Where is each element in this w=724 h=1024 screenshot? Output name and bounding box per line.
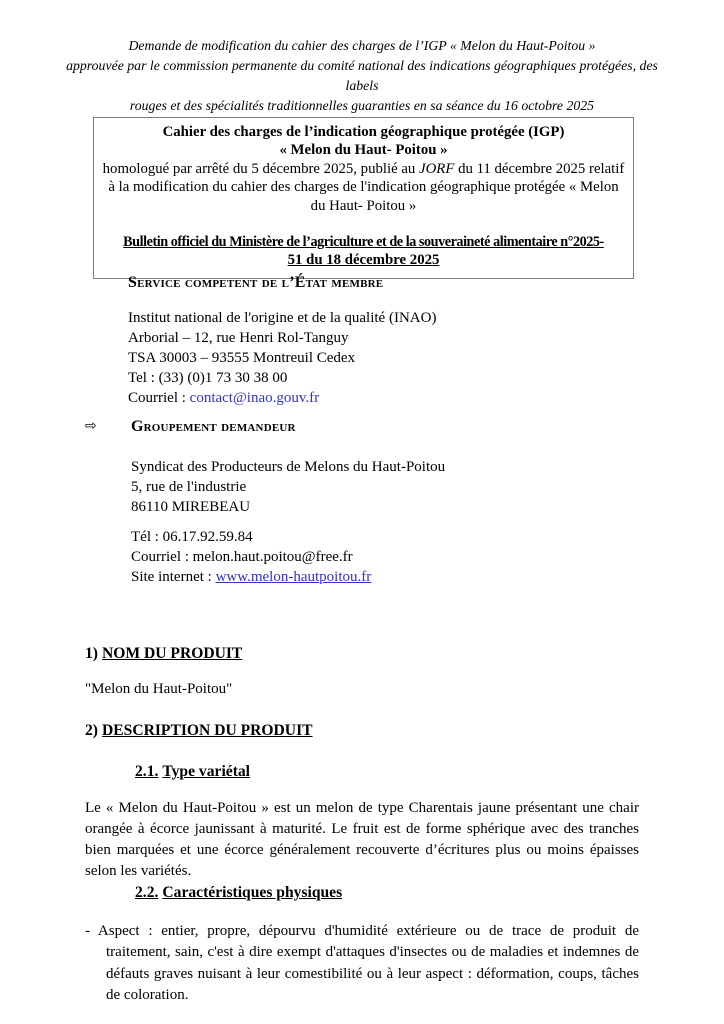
section-2-number: 2): [85, 722, 98, 739]
box-title-line-1: Cahier des charges de l’indication géographique protégée (IGP): [162, 124, 565, 140]
jorf-reference: JORF: [419, 160, 455, 177]
title-box: [93, 117, 634, 279]
service-phone-line: Tel : (33) (0)1 73 30 38 00: [128, 370, 288, 386]
section-1-title: NOM DU PRODUIT: [102, 645, 243, 662]
groupement-address-line: 86110 MIREBEAU: [131, 499, 251, 515]
section-2-heading: [85, 722, 313, 740]
product-name-text: "Melon du Haut-Poitou": [85, 681, 233, 697]
groupement-phone-line: Tél : 06.17.92.59.84: [131, 529, 253, 545]
service-address-line: TSA 30003 – 93555 Montreuil Cedex: [128, 350, 356, 366]
service-address-block: [128, 308, 436, 408]
bulletin-reference: [100, 233, 627, 270]
service-competent-heading: Service competent de l’État membre: [128, 274, 384, 291]
groupement-address-line: 5, rue de l'industrie: [131, 479, 247, 495]
service-address-line: Arborial – 12, rue Henri Rol-Tanguy: [128, 330, 349, 346]
approval-header-line-1: Demande de modification du cahier des charges de l’IGP « Melon du Haut-Poitou »: [128, 38, 596, 53]
section-2-2-title: Caractéristiques physiques: [162, 884, 343, 901]
homologation-text-pre: homologué par arrêté du 5 décembre 2025, publié au: [102, 160, 420, 177]
website-label: Site internet :: [131, 569, 216, 585]
service-email-label: Courriel :: [128, 390, 190, 406]
inao-email-link[interactable]: contact@inao.gouv.fr: [189, 390, 320, 406]
approval-header-line-2: approuvée par le commission permanente du comité national des indications géographiques protégées, des labels: [66, 58, 658, 93]
bulletin-line-2: 51 du 18 décembre 2025: [287, 252, 440, 269]
homologation-text: [100, 160, 627, 215]
groupement-address-line: Syndicat des Producteurs de Melons du Haut-Poitou: [131, 459, 446, 475]
melon-website-link[interactable]: www.melon-hautpoitou.fr: [215, 569, 372, 585]
approval-header-line-3: rouges et des spécialités traditionnelles guaranties en sa séance du 16 octobre 2025: [129, 98, 595, 113]
groupement-address-block: [131, 457, 445, 517]
service-email-line: [128, 388, 436, 408]
type-varietal-paragraph: Le « Melon du Haut-Poitou » est un melon de type Charentais jaune présentant une chair orangée à écorce jaunissant à maturité. Le fruit est de forme sphérique avec des tranches bien marquées et une écorce généralement recouverte d’écritures plus ou moins épaisses selon les variétés.: [85, 800, 639, 879]
section-2-2-heading: [135, 884, 342, 902]
service-address-line: Institut national de l'origine et de la qualité (INAO): [128, 310, 437, 326]
groupement-demandeur-heading: Groupement demandeur: [131, 418, 296, 435]
approval-header: [58, 36, 666, 116]
groupement-email-line: Courriel : melon.haut.poitou@free.fr: [131, 549, 353, 565]
groupement-contact-block: [131, 527, 371, 587]
arrow-right-icon: ⇨: [85, 418, 97, 434]
section-2-1-title: Type variétal: [162, 763, 251, 780]
section-2-2-number: 2.2.: [135, 884, 159, 901]
section-2-title: DESCRIPTION DU PRODUIT: [102, 722, 313, 739]
section-2-1-heading: [135, 763, 250, 781]
section-2-1-number: 2.1.: [135, 763, 159, 780]
homologation-text-post: du 11 décembre 2025 relatif à la modification du cahier des charges de l'indication géographique protégée « Melon du Haut- Poitou »: [108, 160, 625, 214]
box-title-line-2: « Melon du Haut- Poitou »: [279, 142, 448, 159]
section-1-number: 1): [85, 645, 98, 662]
section-1-heading: [85, 645, 242, 663]
aspect-list-item: - Aspect : entier, propre, dépourvu d'humidité extérieure ou de trace de produit de traitement, sain, c'est à dire exempt d'attaques d'insectes ou de maladies et indemnes de défauts graves nuisant à leur comestibilité ou à leur aspect : déformation, coups, tâches de coloration.: [85, 923, 639, 1003]
box-title: [100, 123, 627, 160]
groupement-website-line: [131, 567, 371, 587]
bulletin-line-1: Bulletin officiel du Ministère de l’agriculture et de la souveraineté alimentaire n°2025-: [123, 234, 604, 251]
